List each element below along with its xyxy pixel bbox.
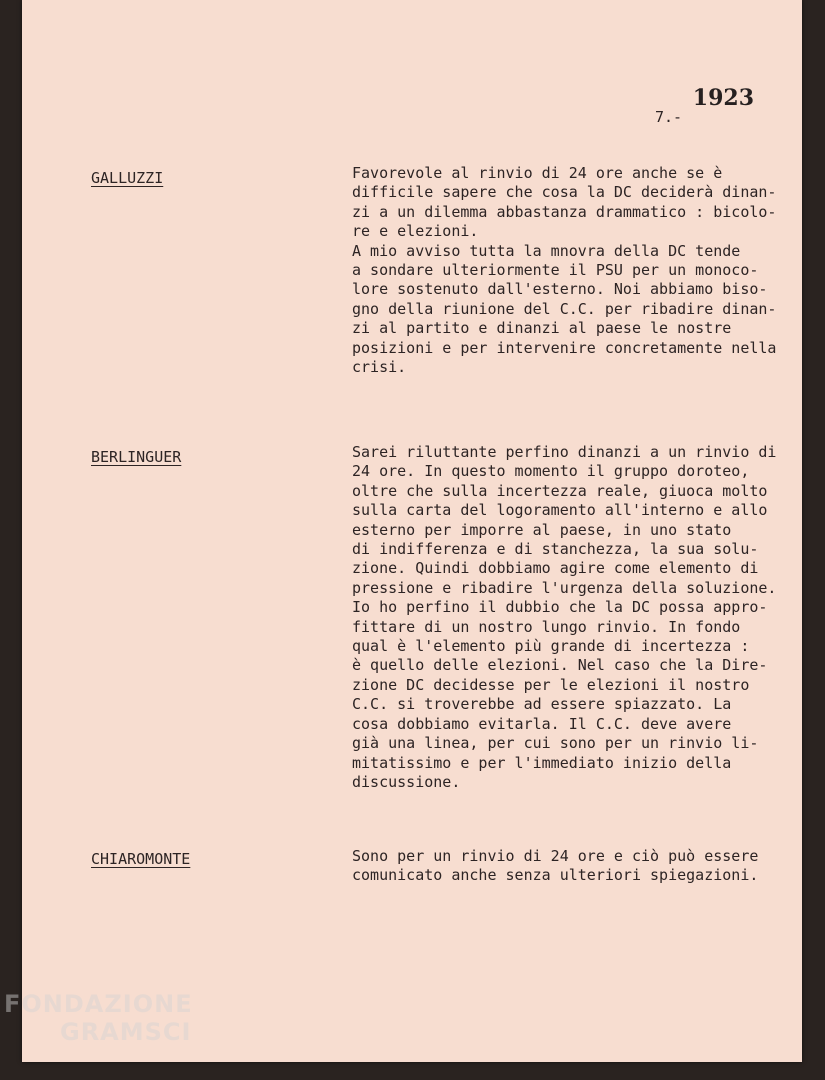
text-line: lore sostenuto dall'esterno. Noi abbiamo biso- <box>352 280 768 299</box>
text-line: Favorevole al rinvio di 24 ore anche se è <box>352 164 723 182</box>
text-line: a sondare ulteriormente il PSU per un monoco- <box>352 261 759 280</box>
text-line: esterno per imporre al paese, in uno stato <box>352 520 732 539</box>
document-page <box>22 0 802 1062</box>
speaker-text <box>352 164 800 377</box>
speaker-text <box>352 847 800 886</box>
text-line: mitatissimo e per l'immediato inizio della <box>352 753 732 772</box>
watermark-line1: FONDAZIONE <box>4 990 193 1018</box>
text-line: fittare di un nostro lungo rinvio. In fondo <box>352 617 741 636</box>
page-number: 7.- <box>655 108 683 126</box>
text-line: zione DC decidesse per le elezioni il nostro <box>352 675 750 694</box>
text-line: di indifferenza e di stanchezza, la sua solu- <box>352 540 759 559</box>
text-line: è quello delle elezioni. Nel caso che la Dire- <box>352 656 768 675</box>
text-line: discussione. <box>352 772 461 791</box>
text-line: oltre che sulla incertezza reale, giuoca molto <box>352 481 768 500</box>
speaker-text <box>352 443 800 792</box>
text-line: comunicato anche senza ulteriori spiegazioni. <box>352 866 759 885</box>
text-line: già una linea, per cui sono per un rinvio li- <box>352 734 759 753</box>
speaker-name: BERLINGUER <box>91 448 182 466</box>
text-line: C.C. si troverebbe ad essere spiazzato. La <box>352 695 732 714</box>
speaker-name: GALLUZZI <box>91 169 164 187</box>
watermark-logo <box>4 990 193 1046</box>
text-line: gno della riunione del C.C. per ribadire dinan- <box>352 299 777 318</box>
text-line: cosa dobbiamo evitarla. Il C.C. deve avere <box>352 714 732 733</box>
text-line: Sono per un rinvio di 24 ore e ciò può essere <box>352 847 759 865</box>
text-line: crisi. <box>352 358 407 377</box>
text-line: posizioni e per intervenire concretamente nella <box>352 338 777 357</box>
watermark-line2: GRAMSCI <box>60 1018 192 1046</box>
text-line: Sarei riluttante perfino dinanzi a un rinvio di <box>352 443 777 461</box>
text-line: zi a un dilemma abbastanza drammatico : bicolo- <box>352 202 777 221</box>
folio-number: 1923 <box>692 85 754 111</box>
speaker-name: CHIAROMONTE <box>91 850 191 868</box>
text-line: zi al partito e dinanzi al paese le nostre <box>352 319 732 338</box>
text-line: Io ho perfino il dubbio che la DC possa appro- <box>352 598 768 617</box>
text-line: difficile sapere che cosa la DC deciderà dinan- <box>352 183 777 202</box>
text-line: A mio avviso tutta la mnovra della DC tende <box>352 241 741 260</box>
text-line: zione. Quindi dobbiamo agire come elemento di <box>352 559 759 578</box>
text-line: re e elezioni. <box>352 222 479 241</box>
text-line: pressione e ribadire l'urgenza della soluzione. <box>352 578 777 597</box>
text-line: sulla carta del logoramento all'interno e allo <box>352 501 768 520</box>
text-line: 24 ore. In questo momento il gruppo doroteo, <box>352 462 750 481</box>
text-line: qual è l'elemento più grande di incertezza : <box>352 637 750 656</box>
